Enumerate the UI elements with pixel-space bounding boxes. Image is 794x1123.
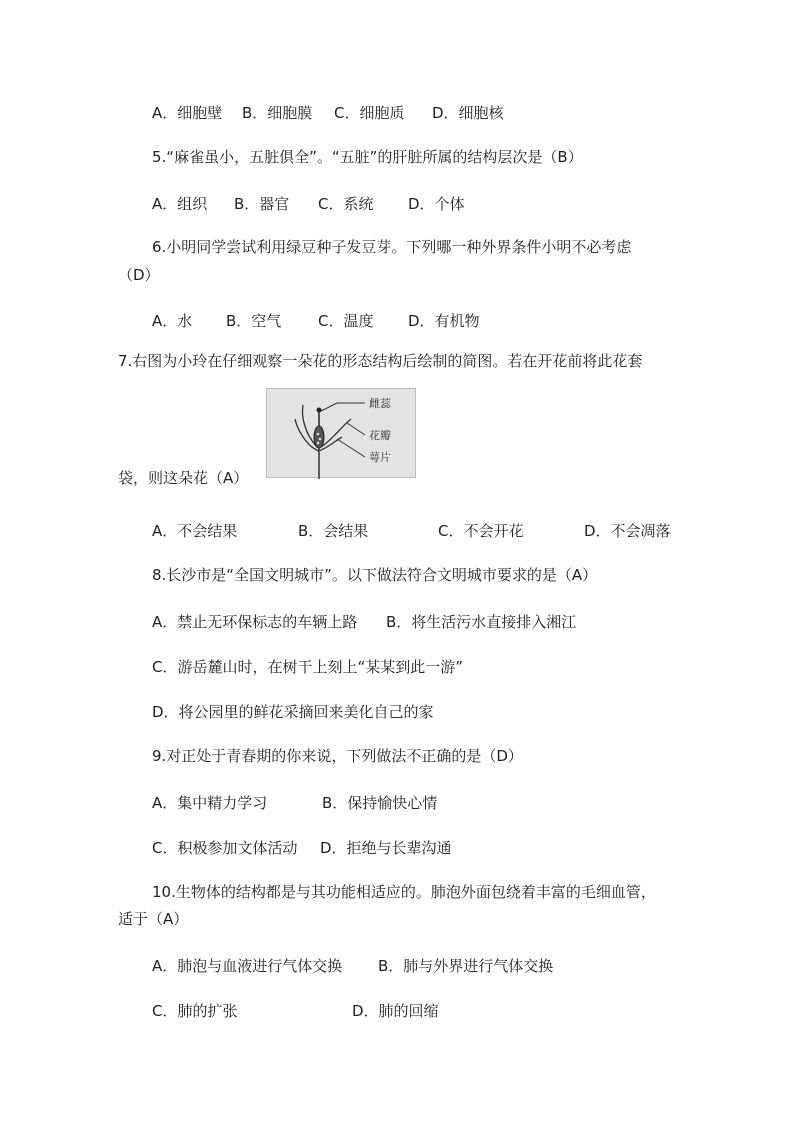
q6-option-b: B．空气 (226, 312, 282, 330)
label-petal: 花瓣 (369, 429, 391, 442)
q6-stem-line1: 6.小明同学尝试利用绿豆种子发豆芽。下列哪一种外界条件小明不必考虑 (152, 238, 632, 256)
q9-option-d: D．拒绝与长辈沟通 (320, 839, 452, 857)
label-pistil: 雌蕊 (369, 397, 391, 410)
q7-option-c: C．不会开花 (438, 522, 524, 540)
q5-option-a: A．组织 (152, 195, 208, 213)
q4-option-d: D．细胞核 (432, 104, 504, 122)
q6-option-c: C．温度 (318, 312, 374, 330)
q5-option-d: D．个体 (408, 195, 465, 213)
q10-option-a: A．肺泡与血液进行气体交换 (152, 957, 343, 975)
flower-structure-figure (266, 388, 416, 478)
q10-stem-line1: 10.生物体的结构都是与其功能相适应的。肺泡外面包绕着丰富的毛细血管， (152, 883, 656, 901)
q4-option-b: B．细胞膜 (242, 104, 313, 122)
q5-option-b: B．器官 (234, 195, 290, 213)
q10-option-d: D．肺的回缩 (352, 1002, 439, 1020)
q10-option-b: B．肺与外界进行气体交换 (378, 957, 554, 975)
q10-option-c: C．肺的扩张 (152, 1002, 238, 1020)
q6-option-d: D．有机物 (408, 312, 480, 330)
q7-stem-line1: 7.右图为小玲在仔细观察一朵花的形态结构后绘制的简图。若在开花前将此花套 (118, 352, 643, 370)
q6-option-a: A．水 (152, 312, 193, 330)
label-sepal: 萼片 (369, 451, 391, 464)
q9-stem: 9.对正处于青春期的你来说，下列做法不正确的是（D） (152, 747, 523, 765)
q9-option-a: A．集中精力学习 (152, 794, 268, 812)
q7-stem-line2: 袋，则这朵花（A） (118, 469, 249, 487)
q7-option-b: B．会结果 (298, 522, 369, 540)
q7-option-d: D．不会凋落 (584, 522, 671, 540)
q4-option-a: A．细胞壁 (152, 104, 223, 122)
q8-stem: 8.长沙市是“全国文明城市”。以下做法符合文明城市要求的是（A） (152, 566, 598, 584)
q10-stem-line2: 适于（A） (118, 910, 189, 928)
q8-option-d: D．将公园里的鲜花采摘回来美化自己的家 (152, 703, 434, 721)
q8-option-c: C．游岳麓山时，在树干上刻上“某某到此一游” (152, 658, 464, 676)
q8-option-a: A．禁止无环保标志的车辆上路 (152, 613, 358, 631)
q8-option-b: B．将生活污水直接排入湘江 (386, 613, 577, 631)
q4-option-c: C．细胞质 (334, 104, 405, 122)
q5-option-c: C．系统 (318, 195, 374, 213)
q9-option-c: C．积极参加文体活动 (152, 839, 298, 857)
q6-stem-line2: （D） (118, 266, 160, 284)
q5-stem: 5.“麻雀虽小，五脏俱全”。“五脏”的肝脏所属的结构层次是（B） (152, 148, 583, 166)
q7-option-a: A．不会结果 (152, 522, 238, 540)
q9-option-b: B．保持愉快心情 (322, 794, 438, 812)
